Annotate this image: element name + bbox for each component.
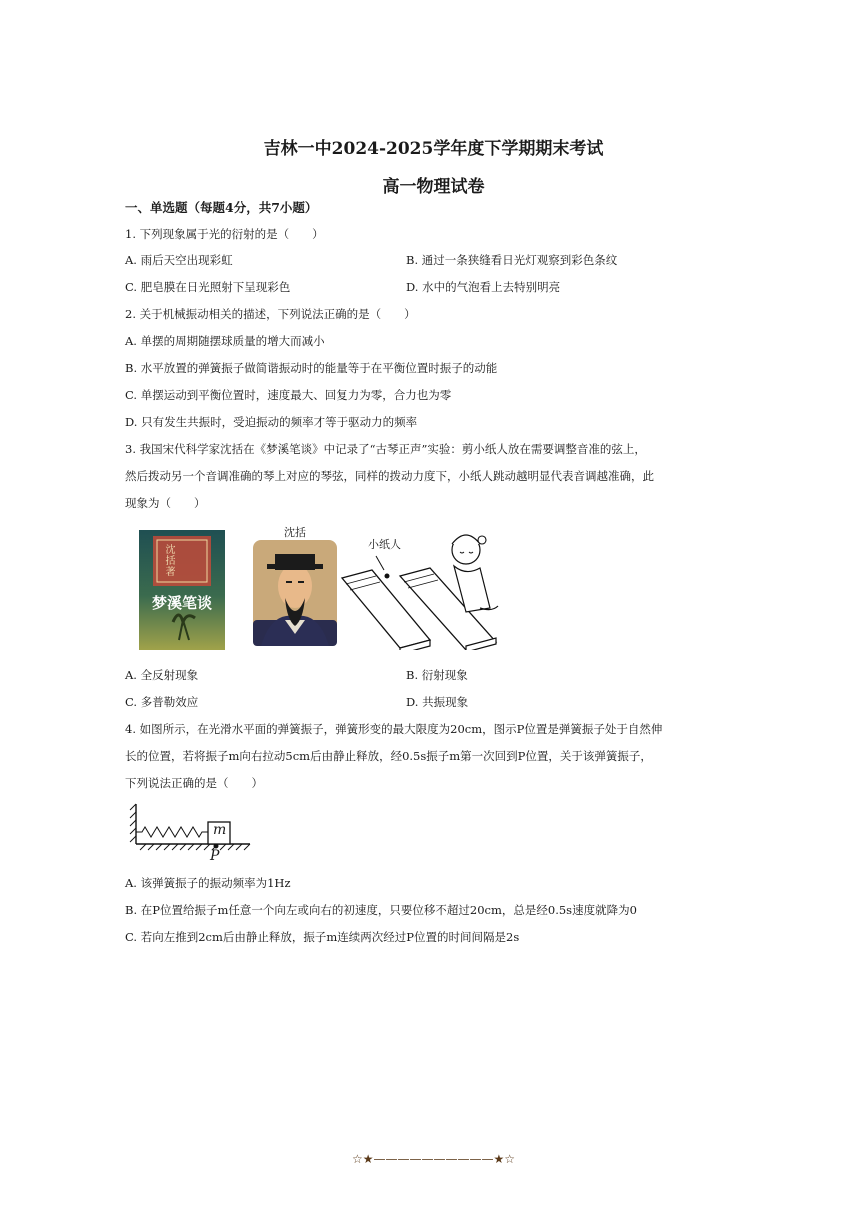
- q4-option-b: B. 在P位置给振子m任意一个向左或向右的初速度，只要位移不超过20cm，总是经0.5s速度就降为0: [125, 903, 637, 917]
- exam-title: 吉林一中2024-2025学年度下学期期末考试: [263, 139, 604, 159]
- book-cover-image: [139, 530, 225, 650]
- q2-stem: 2. 关于机械振动相关的描述，下列说法正确的是（ ）: [125, 307, 416, 321]
- q2-option-a: A. 单摆的周期随摆球质量的增大而减小: [125, 334, 325, 348]
- point-p-label: P: [210, 848, 220, 864]
- q3-stem-line3: 现象为（ ）: [125, 496, 206, 510]
- q4-stem-line3: 下列说法正确的是（ ）: [125, 776, 263, 790]
- q3-stem-line2: 然后拨动另一个音调准确的琴上对应的琴弦，同样的拨动力度下，小纸人跳动越明显代表音调越准确，此: [125, 469, 654, 483]
- spring-oscillator-figure: [128, 800, 252, 866]
- q1-option-c: C. 肥皂膜在日光照射下呈现彩色: [125, 280, 291, 294]
- q3-stem-line1: 3. 我国宋代科学家沈括在《梦溪笔谈》中记录了“古琴正声”实验：剪小纸人放在需要调整音准的弦上，: [125, 442, 646, 456]
- q3-option-a: A. 全反射现象: [125, 668, 199, 682]
- mass-label: m: [213, 822, 227, 838]
- portrait-label: 沈括: [284, 526, 306, 539]
- section-heading: 一、单选题（每题4分，共7小题）: [125, 200, 318, 215]
- book-small-title: 沈括著: [163, 544, 174, 577]
- shen-kuo-portrait: [253, 524, 337, 646]
- q2-option-d: D. 只有发生共振时，受迫振动的频率才等于驱动力的频率: [125, 415, 418, 429]
- q1-option-d: D. 水中的气泡看上去特别明亮: [406, 280, 561, 294]
- zither-experiment-figure: [340, 528, 502, 650]
- q1-option-b: B. 通过一条狭缝看日光灯观察到彩色条纹: [406, 253, 618, 267]
- q3-option-d: D. 共振现象: [406, 695, 469, 709]
- q2-option-c: C. 单摆运动到平衡位置时，速度最大、回复力为零，合力也为零: [125, 388, 452, 402]
- q4-option-c: C. 若向左推到2cm后由静止释放，振子m连续两次经过P位置的时间间隔是2s: [125, 930, 520, 944]
- q1-stem: 1. 下列现象属于光的衍射的是（ ）: [125, 227, 324, 241]
- q3-option-c: C. 多普勒效应: [125, 695, 199, 709]
- q3-option-b: B. 衍射现象: [406, 668, 468, 682]
- exam-subtitle: 高一物理试卷: [382, 177, 485, 197]
- book-title: 梦溪笔谈: [151, 594, 212, 612]
- q4-stem-line2: 长的位置，若将振子m向右拉动5cm后由静止释放，经0.5s振子m第一次回到P位置，关于该弹簧振子，: [125, 749, 652, 763]
- q1-option-a: A. 雨后天空出现彩虹: [125, 253, 233, 267]
- q4-stem-line1: 4. 如图所示，在光滑水平面的弹簧振子，弹簧形变的最大限度为20cm，图示P位置是弹簧振子处于自然伸: [125, 722, 663, 736]
- q4-option-a: A. 该弹簧振子的振动频率为1Hz: [125, 876, 291, 890]
- paper-man-label: 小纸人: [368, 538, 401, 551]
- q2-option-b: B. 水平放置的弹簧振子做简谐振动时的能量等于在平衡位置时振子的动能: [125, 361, 498, 375]
- page-footer-ornament: ☆★——————————★☆: [351, 1152, 516, 1166]
